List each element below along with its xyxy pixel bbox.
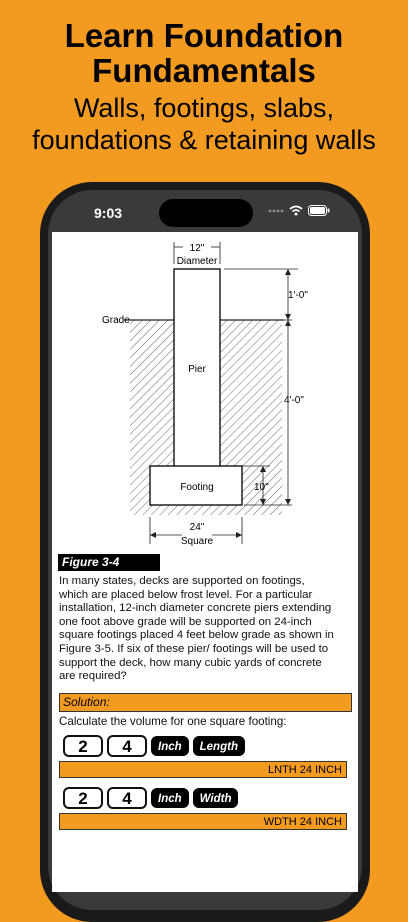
result-width: WDTH 24 INCH bbox=[59, 813, 347, 830]
problem-line: support the deck, how many cubic yards of concrete bbox=[59, 656, 322, 669]
problem-line: one foot above grade will be supported on 24-inch bbox=[59, 615, 312, 628]
dynamic-island bbox=[159, 199, 253, 227]
dim-4ft: 4'-0" bbox=[284, 395, 304, 406]
diameter-label: Diameter bbox=[176, 256, 218, 267]
footing-label: Footing bbox=[180, 482, 214, 493]
grade-label: Grade bbox=[102, 315, 130, 326]
screen-content[interactable] bbox=[52, 232, 358, 892]
solution-heading: Solution: bbox=[59, 693, 352, 712]
problem-line: In many states, decks are supported on footings, bbox=[59, 575, 305, 587]
headline-subtitle-line1: Walls, footings, slabs, bbox=[73, 93, 335, 123]
headline-title-line2: Fundamentals bbox=[92, 52, 316, 89]
problem-line: which are placed below frost level. For a particular bbox=[59, 588, 313, 601]
key-inch[interactable]: Inch bbox=[151, 736, 189, 756]
problem-line: installation, 12-inch diameter concrete piers extending bbox=[59, 602, 332, 615]
key-sequence-length bbox=[63, 735, 245, 757]
key-sequence-width bbox=[63, 787, 238, 809]
headline-title bbox=[0, 18, 408, 88]
headline-subtitle-line2: foundations & retaining walls bbox=[32, 125, 376, 155]
dim-1ft: 1'-0" bbox=[288, 290, 308, 301]
problem-text bbox=[59, 575, 351, 684]
headline-title-line1: Learn Foundation bbox=[64, 17, 344, 54]
key-inch[interactable]: Inch bbox=[151, 788, 189, 808]
problem-line: Figure 3-5. If six of these pier/ footings will be used to bbox=[59, 642, 329, 655]
problem-line: square footings placed 4 feet below grade as shown in bbox=[59, 629, 334, 642]
battery-icon bbox=[308, 205, 330, 216]
key-4[interactable]: 4 bbox=[107, 787, 147, 809]
wifi-icon bbox=[289, 205, 303, 216]
status-bar bbox=[52, 195, 358, 231]
signal-icon bbox=[268, 207, 284, 215]
key-4[interactable]: 4 bbox=[107, 735, 147, 757]
result-length: LNTH 24 INCH bbox=[59, 761, 347, 778]
diameter-value: 12" bbox=[189, 243, 205, 254]
square-value: 24" bbox=[189, 522, 205, 533]
key-2[interactable]: 2 bbox=[63, 787, 103, 809]
status-icons bbox=[268, 205, 330, 216]
figure-caption: Figure 3-4 bbox=[58, 554, 160, 571]
key-2[interactable]: 2 bbox=[63, 735, 103, 757]
problem-line: are required? bbox=[59, 670, 127, 683]
headline-subtitle bbox=[0, 92, 408, 156]
key-length[interactable]: Length bbox=[193, 736, 245, 756]
solution-step-text: Calculate the volume for one square footing: bbox=[59, 715, 287, 728]
dim-10in: 10" bbox=[254, 482, 269, 493]
status-time: 9:03 bbox=[94, 205, 123, 221]
square-label: Square bbox=[180, 536, 214, 547]
key-width[interactable]: Width bbox=[193, 788, 239, 808]
pier-footing-diagram bbox=[52, 232, 358, 552]
pier-label: Pier bbox=[188, 364, 206, 375]
